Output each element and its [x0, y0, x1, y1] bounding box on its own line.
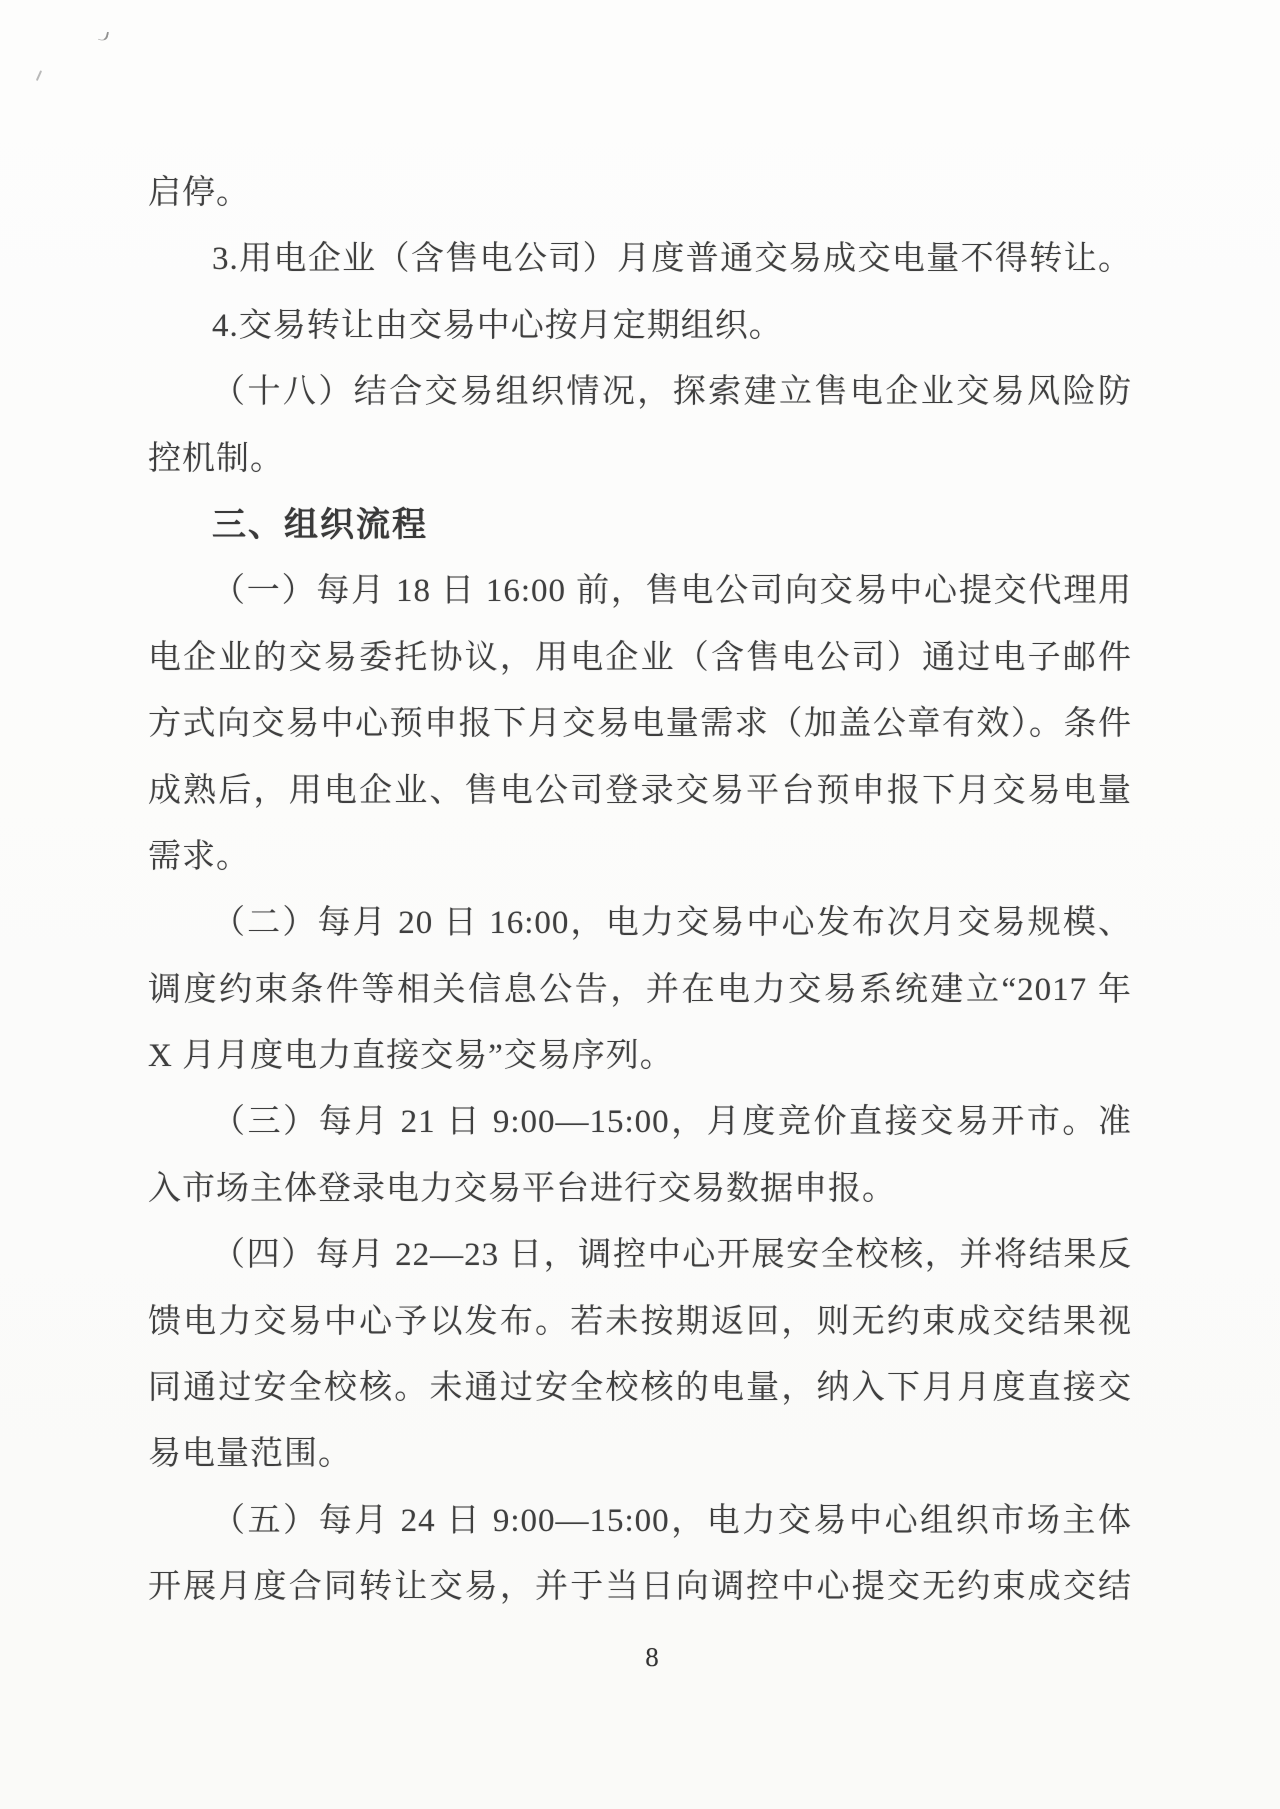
text-line: （五）每月 24 日 9:00—15:00，电力交易中心组织市场主体 [212, 1502, 1132, 1539]
text-line: 3.用电企业（含售电公司）月度普通交易成交电量不得转让。 [212, 241, 1132, 278]
text-line: 成熟后，用电企业、售电公司登录交易平台预申报下月交易电量 [148, 772, 1132, 809]
text-line: 馈电力交易中心予以发布。若未按期返回，则无约束成交结果视 [148, 1303, 1132, 1340]
text-line: 调度约束条件等相关信息公告，并在电力交易系统建立“2017 年 [148, 971, 1132, 1008]
document-text-block [148, 160, 1132, 1621]
text-line: 需求。 [148, 838, 250, 875]
text-line: 易电量范围。 [148, 1436, 352, 1473]
text-line: （三）每月 21 日 9:00—15:00，月度竞价直接交易开市。准 [212, 1104, 1132, 1141]
text-line: （十八）结合交易组织情况，探索建立售电企业交易风险防 [212, 374, 1132, 411]
text-line: （四）每月 22—23 日，调控中心开展安全校核，并将结果反 [212, 1237, 1132, 1274]
ink-speck-icon [98, 30, 109, 42]
text-line: （二）每月 20 日 16:00，电力交易中心发布次月交易规模、 [212, 905, 1132, 942]
text-line: X 月月度电力直接交易”交易序列。 [148, 1038, 674, 1075]
text-line: （一）每月 18 日 16:00 前，售电公司向交易中心提交代理用 [212, 573, 1132, 610]
text-line: 电企业的交易委托协议，用电企业（含售电公司）通过电子邮件 [148, 639, 1132, 676]
ink-speck-icon [36, 70, 42, 81]
text-line: 同通过安全校核。未通过安全校核的电量，纳入下月月度直接交 [148, 1370, 1132, 1407]
page-number: 8 [645, 1642, 659, 1672]
text-line: 方式向交易中心预申报下月交易电量需求（加盖公章有效）。条件 [148, 706, 1132, 743]
text-line: 控机制。 [148, 440, 284, 477]
text-line: 4.交易转让由交易中心按月定期组织。 [212, 307, 783, 344]
text-line: 开展月度合同转让交易，并于当日向调控中心提交无约束成交结 [148, 1569, 1132, 1606]
text-line: 入市场主体登录电力交易平台进行交易数据申报。 [148, 1170, 896, 1207]
text-line: 启停。 [148, 175, 250, 211]
section-heading: 三、组织流程 [212, 505, 428, 544]
